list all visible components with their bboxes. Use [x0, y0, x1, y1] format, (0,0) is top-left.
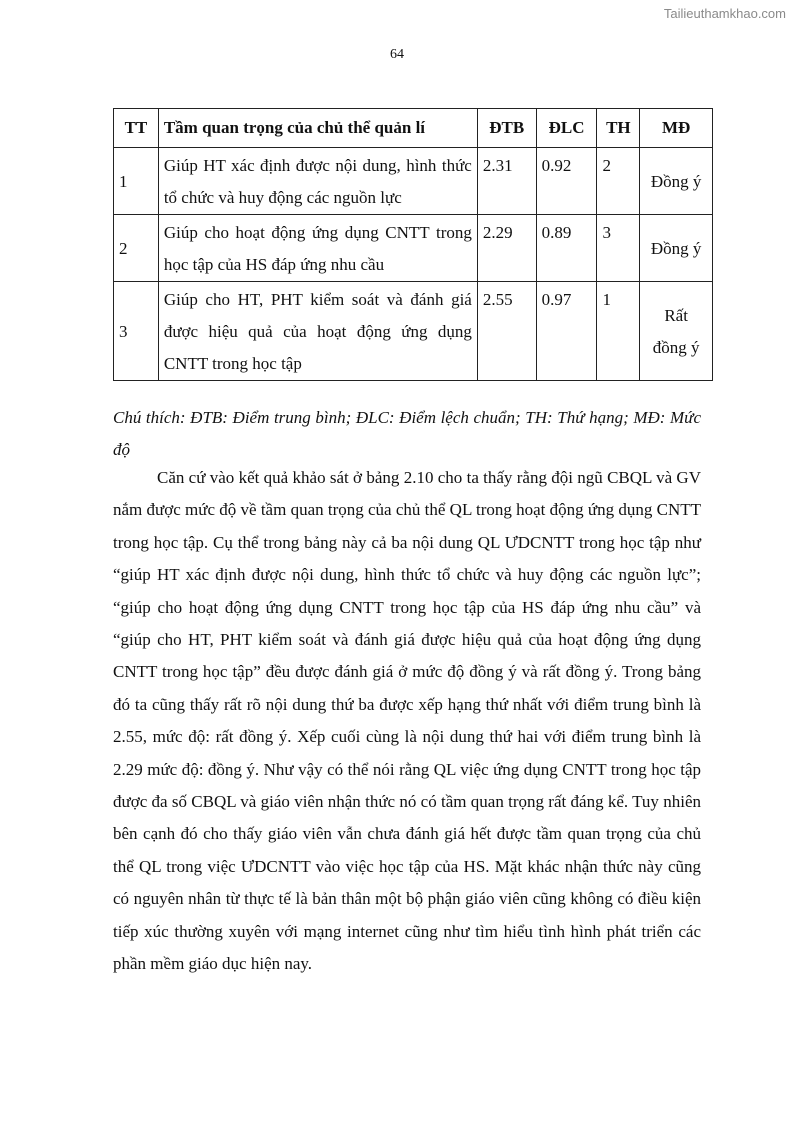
cell-tt: 3	[114, 282, 159, 381]
cell-description: Giúp HT xác định được nội dung, hình thức tổ chức và huy động các nguồn lực	[158, 148, 477, 215]
header-tt: TT	[114, 109, 159, 148]
cell-dlc: 0.97	[536, 282, 597, 381]
cell-th: 3	[597, 215, 640, 282]
table-header-row	[114, 109, 713, 148]
header-dtb: ĐTB	[477, 109, 536, 148]
cell-md: Rất đồng ý	[640, 282, 713, 381]
watermark: Tailieuthamkhao.com	[663, 6, 786, 21]
cell-md: Đồng ý	[640, 148, 713, 215]
table-row	[114, 282, 713, 381]
cell-dlc: 0.92	[536, 148, 597, 215]
cell-tt: 2	[114, 215, 159, 282]
page-number: 64	[390, 47, 404, 62]
cell-md: Đồng ý	[640, 215, 713, 282]
cell-description: Giúp cho hoạt động ứng dụng CNTT trong học tập của HS đáp ứng nhu cầu	[158, 215, 477, 282]
header-th: TH	[597, 109, 640, 148]
cell-description: Giúp cho HT, PHT kiểm soát và đánh giá được hiệu quả của hoạt động ứng dụng CNTT trong học tập	[158, 282, 477, 381]
cell-th: 2	[597, 148, 640, 215]
header-md: MĐ	[640, 109, 713, 148]
cell-dtb: 2.31	[477, 148, 536, 215]
table-note: Chú thích: ĐTB: Điểm trung bình; ĐLC: Điểm lệch chuẩn; TH: Thứ hạng; MĐ: Mức độ	[113, 408, 701, 459]
header-dlc: ĐLC	[536, 109, 597, 148]
body-paragraph: Căn cứ vào kết quả khảo sát ở bảng 2.10 cho ta thấy rằng đội ngũ CBQL và GV nắm được mức độ về tầm quan trọng của chủ thể QL trong hoạt động ứng dụng CNTT trong học tập. Cụ thể trong bảng này cả ba nội dung QL ƯDCNTT trong học tập như “giúp HT xác định được nội dung, hình thức tổ chức và huy động các nguồn lực”; “giúp cho hoạt động ứng dụng CNTT trong học tập của HS đáp ứng nhu cầu” và “giúp cho HT, PHT kiểm soát và đánh giá được hiệu quả của hoạt động ứng dụng CNTT trong học tập” đều được đánh giá ở mức độ đồng ý và rất đồng ý. Trong bảng đó ta cũng thấy rất rõ nội dung thứ ba được xếp hạng thứ nhất với điểm trung bình là 2.55, mức độ: rất đồng ý. Xếp cuối cùng là nội dung thứ hai với điểm trung bình là 2.29 mức độ: đồng ý. Như vậy có thể nói rằng QL việc ứng dụng CNTT trong học tập được đa số CBQL và giáo viên nhận thức nó có tầm quan trọng rất đáng kể. Tuy nhiên bên cạnh đó cho thấy giáo viên vẫn chưa đánh giá hết được tầm quan trọng của chủ thể QL trong việc ƯDCNTT vào việc học tập của HS. Mặt khác nhận thức này cũng có nguyên nhân từ thực tế là bản thân một bộ phận giáo viên cũng không có điều kiện tiếp xúc thường xuyên với mạng internet cũng như tìm hiểu tình hình phát triển các phần mềm giáo dục hiện nay.	[113, 468, 701, 974]
cell-tt: 1	[114, 148, 159, 215]
cell-th: 1	[597, 282, 640, 381]
table-row	[114, 215, 713, 282]
cell-dlc: 0.89	[536, 215, 597, 282]
table-row	[114, 148, 713, 215]
cell-dtb: 2.55	[477, 282, 536, 381]
header-description: Tầm quan trọng của chủ thể quản lí	[158, 109, 477, 148]
survey-table	[113, 108, 713, 381]
cell-dtb: 2.29	[477, 215, 536, 282]
